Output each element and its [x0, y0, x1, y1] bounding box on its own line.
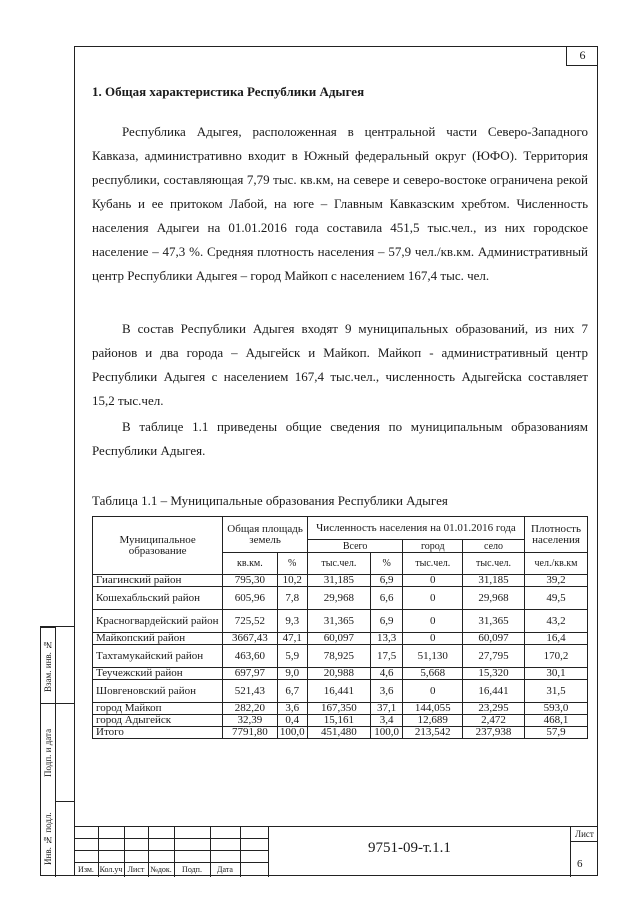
- cell-total-pct: 37,1: [370, 703, 403, 715]
- header-village: село: [463, 540, 525, 553]
- cell-area: 725,52: [223, 610, 277, 633]
- cell-total: 31,185: [307, 575, 370, 587]
- document-number: 9751-09-т.1.1: [368, 840, 451, 856]
- cell-total-pct: 6,9: [370, 610, 403, 633]
- cell-name: Теучежский район: [93, 668, 223, 680]
- cell-total: 60,097: [307, 633, 370, 645]
- cell-total-pct: 17,5: [370, 645, 403, 668]
- side-stamp-inv: Инв. № подл.: [43, 812, 53, 866]
- cell-area: 521,43: [223, 680, 277, 703]
- table-row: [93, 587, 588, 610]
- cell-village: 23,295: [463, 703, 525, 715]
- cell-village: 29,968: [463, 587, 525, 610]
- title-block-rule: [240, 827, 241, 877]
- cell-area: 697,97: [223, 668, 277, 680]
- cell-density: 43,2: [525, 610, 588, 633]
- cell-density: 593,0: [525, 703, 588, 715]
- header-village-tys: тыс.чел.: [463, 553, 525, 575]
- header-density: Плотность населения: [525, 517, 588, 553]
- title-block: [74, 826, 598, 877]
- cell-name: Шовгеновский район: [93, 680, 223, 703]
- cell-city: 0: [403, 610, 463, 633]
- cell-city: 51,130: [403, 645, 463, 668]
- title-block-rule: [74, 862, 268, 863]
- table-row: [93, 575, 588, 587]
- cell-city: 0: [403, 633, 463, 645]
- cell-village: 27,795: [463, 645, 525, 668]
- cell-village: 31,365: [463, 610, 525, 633]
- cell-total-pct: 3,4: [370, 715, 403, 727]
- cell-density: 30,1: [525, 668, 588, 680]
- cell-total: 29,968: [307, 587, 370, 610]
- cell-density: 468,1: [525, 715, 588, 727]
- tb-list: Лист: [127, 865, 145, 874]
- cell-total: 78,925: [307, 645, 370, 668]
- cell-village: 2,472: [463, 715, 525, 727]
- side-stamp-podp: Подп. и дата: [41, 703, 55, 802]
- cell-area-pct: 6,7: [277, 680, 307, 703]
- cell-city: 12,689: [403, 715, 463, 727]
- header-population: Численность населения на 01.01.2016 года: [307, 517, 524, 540]
- table-row: [93, 715, 588, 727]
- cell-total: 451,480: [307, 727, 370, 739]
- cell-city: 0: [403, 575, 463, 587]
- cell-total-pct: 13,3: [370, 633, 403, 645]
- title-block-rule: [74, 850, 268, 851]
- header-area-pct: %: [277, 553, 307, 575]
- header-density-unit: чел./кв.км: [525, 553, 588, 575]
- cell-name: Итого: [93, 727, 223, 739]
- cell-name: Кошехабльский район: [93, 587, 223, 610]
- title-block-rule: [570, 841, 598, 842]
- cell-area-pct: 47,1: [277, 633, 307, 645]
- cell-total: 20,988: [307, 668, 370, 680]
- cell-area-pct: 0,4: [277, 715, 307, 727]
- cell-area-pct: 9,0: [277, 668, 307, 680]
- cell-name: город Майкоп: [93, 703, 223, 715]
- paragraph-2: В состав Республики Адыгея входят 9 муниципальных образований, из них 7 районов и два города – Адыгейск и Майкоп. Майкоп - административный центр Республики Адыгея с населением 167,4 тыс.чел., численность Адыгейска составляет 15,2 тыс.чел.: [92, 321, 588, 408]
- cell-village: 60,097: [463, 633, 525, 645]
- tb-list-label: Лист: [575, 829, 594, 839]
- side-stamp-vzam: Взам. инв. №: [41, 627, 55, 704]
- paragraph-3: В таблице 1.1 приведены общие сведения по муниципальным образованиям Республики Адыгея.: [92, 419, 588, 458]
- cell-name: Тахтамукайский район: [93, 645, 223, 668]
- section-heading: 1. Общая характеристика Республики Адыгея: [92, 84, 365, 99]
- cell-name: Красногвардейский район: [93, 610, 223, 633]
- cell-total: 16,441: [307, 680, 370, 703]
- table-caption: Таблица 1.1 – Муниципальные образования Республики Адыгея: [92, 493, 448, 508]
- title-block-rule: [570, 827, 571, 877]
- tb-izm: Изм.: [78, 865, 94, 874]
- tb-ndok: №док.: [150, 865, 172, 874]
- tb-koluch: Кол.уч: [99, 865, 123, 874]
- table-row: [93, 680, 588, 703]
- tb-podp: Подп.: [182, 865, 202, 874]
- tb-data: Дата: [217, 865, 233, 874]
- cell-total-pct: 6,6: [370, 587, 403, 610]
- cell-area-pct: 3,6: [277, 703, 307, 715]
- cell-total-pct: 4,6: [370, 668, 403, 680]
- cell-area: 795,30: [223, 575, 277, 587]
- cell-area-pct: 5,9: [277, 645, 307, 668]
- cell-area-pct: 10,2: [277, 575, 307, 587]
- header-kvkm: кв.км.: [223, 553, 277, 575]
- side-stamp-divider: [55, 801, 75, 802]
- cell-city: 0: [403, 587, 463, 610]
- header-total-pct: %: [370, 553, 403, 575]
- header-name: Муниципальное образование: [93, 517, 223, 575]
- side-stamp-blank-column: [55, 627, 76, 877]
- cell-total-pct: 3,6: [370, 680, 403, 703]
- cell-area: 463,60: [223, 645, 277, 668]
- cell-area: 3667,43: [223, 633, 277, 645]
- title-block-rule: [268, 827, 269, 877]
- cell-village: 16,441: [463, 680, 525, 703]
- cell-name: город Адыгейск: [93, 715, 223, 727]
- cell-area: 7791,80: [223, 727, 277, 739]
- municipal-table: [92, 516, 588, 739]
- cell-area-pct: 7,8: [277, 587, 307, 610]
- side-stamp-divider: [55, 703, 75, 704]
- page-number: 6: [566, 46, 598, 66]
- cell-total: 15,161: [307, 715, 370, 727]
- table-row: [93, 668, 588, 680]
- cell-area: 32,39: [223, 715, 277, 727]
- cell-city: 144,055: [403, 703, 463, 715]
- title-block-rule: [74, 838, 268, 839]
- cell-density: 49,5: [525, 587, 588, 610]
- cell-name: Гиагинский район: [93, 575, 223, 587]
- cell-density: 31,5: [525, 680, 588, 703]
- cell-area-pct: 9,3: [277, 610, 307, 633]
- cell-village: 15,320: [463, 668, 525, 680]
- header-city-tys: тыс.чел.: [403, 553, 463, 575]
- table-row: [93, 645, 588, 668]
- table-row: [93, 703, 588, 715]
- cell-name: Майкопский район: [93, 633, 223, 645]
- paragraph-1: Республика Адыгея, расположенная в центральной части Северо-Западного Кавказа, административно входит в Южный федеральный округ (ЮФО). Территория республики, составляющая 7,79 тыс. кв.км, на севере и северо-востоке ограничена рекой Кубань и ее притоком Лабой, на юге – Главным Кавказским хребтом. Численность населения Адыгеи на 01.01.2016 года составила 451,5 тыс.чел., из них городское население – 47,3 %. Средняя плотность населения – 57,9 чел./кв.км. Административный центр Республики Адыгея – город Майкоп с населением 167,4 тыс. чел.: [92, 124, 588, 283]
- table-row-total: [93, 727, 588, 739]
- cell-area: 282,20: [223, 703, 277, 715]
- cell-total: 167,350: [307, 703, 370, 715]
- header-total: Всего: [307, 540, 403, 553]
- cell-total-pct: 100,0: [370, 727, 403, 739]
- cell-density: 16,4: [525, 633, 588, 645]
- cell-city: 0: [403, 680, 463, 703]
- cell-density: 39,2: [525, 575, 588, 587]
- header-area: Общая площадь земель: [223, 517, 308, 553]
- cell-total-pct: 6,9: [370, 575, 403, 587]
- cell-area-pct: 100,0: [277, 727, 307, 739]
- header-city: город: [403, 540, 463, 553]
- tb-list-value: 6: [577, 858, 583, 870]
- cell-village: 237,938: [463, 727, 525, 739]
- side-stamp: [40, 626, 74, 876]
- header-total-tys: тыс.чел.: [307, 553, 370, 575]
- cell-village: 31,185: [463, 575, 525, 587]
- cell-area: 605,96: [223, 587, 277, 610]
- cell-density: 170,2: [525, 645, 588, 668]
- cell-density: 57,9: [525, 727, 588, 739]
- cell-total: 31,365: [307, 610, 370, 633]
- cell-city: 5,668: [403, 668, 463, 680]
- cell-city: 213,542: [403, 727, 463, 739]
- table-row: [93, 610, 588, 633]
- table-row: [93, 633, 588, 645]
